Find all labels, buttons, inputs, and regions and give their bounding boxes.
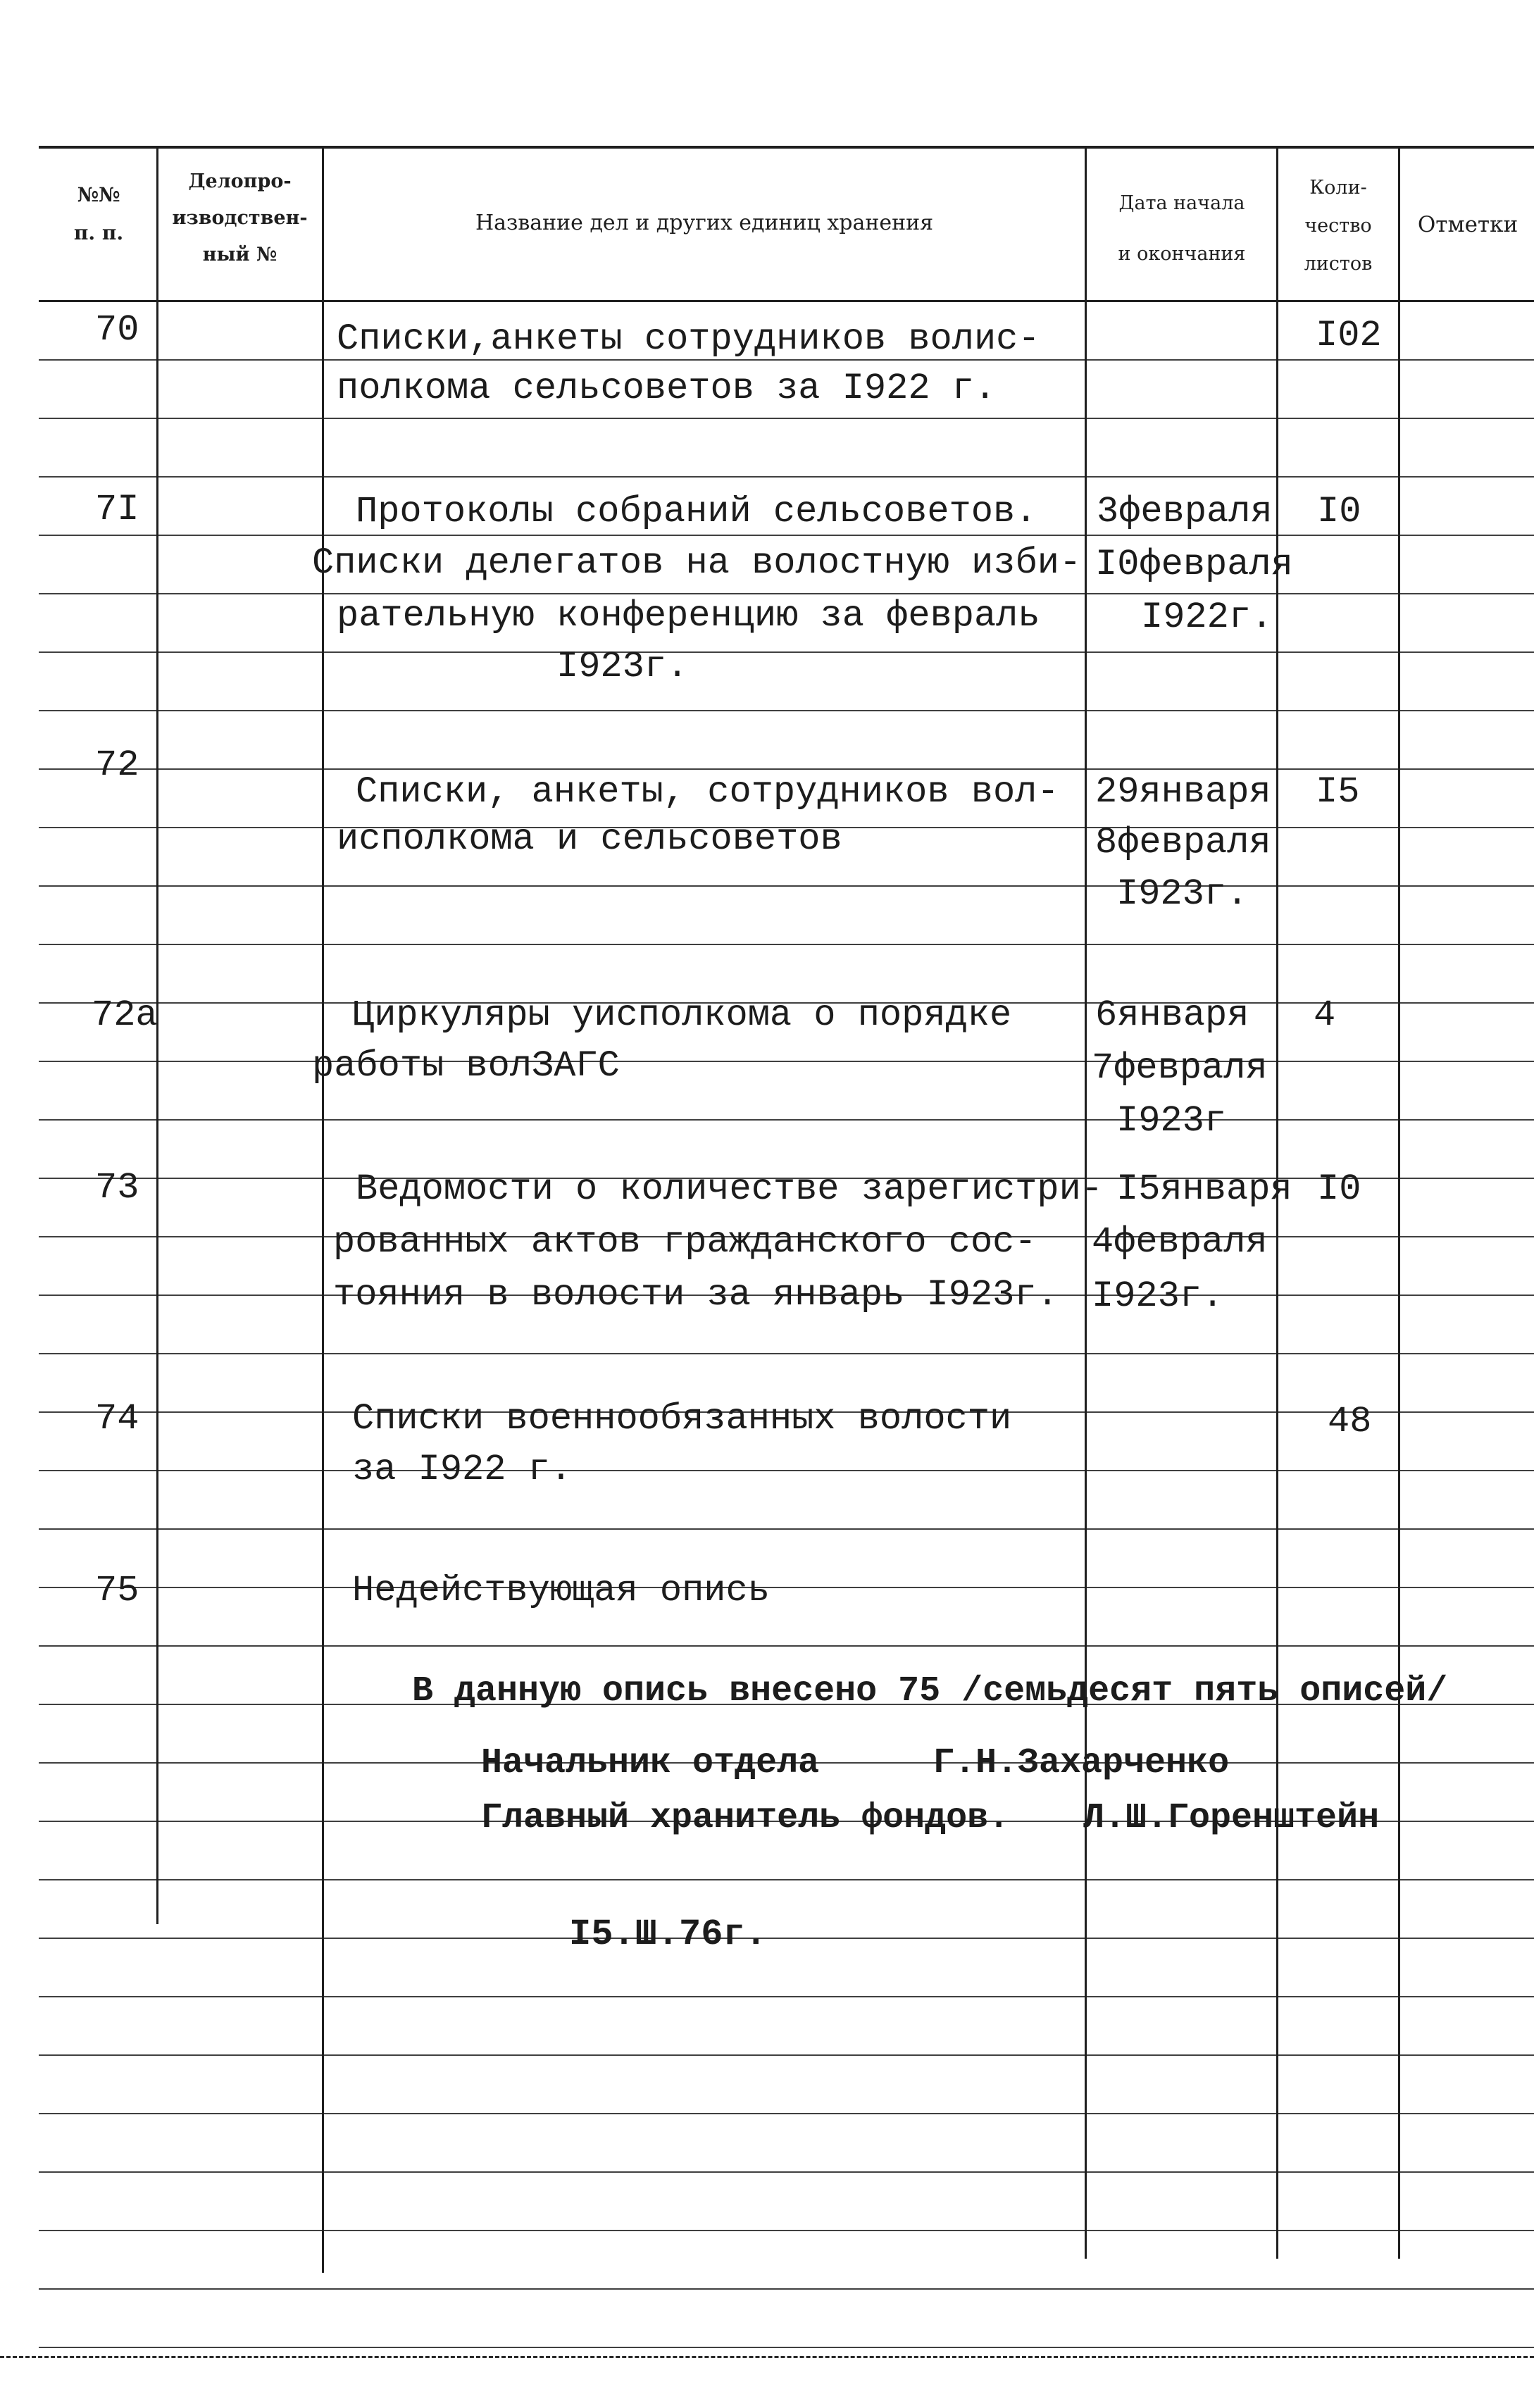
row-70-title-line-1: Списки,анкеты сотрудников волис- (337, 318, 1040, 360)
row-72-date-year: I923г. (1116, 873, 1249, 915)
signature-1-role: Начальник отдела (481, 1743, 820, 1783)
row-70-title-line-2: полкома сельсоветов за I922 г. (337, 368, 997, 409)
header-notes: Отметки (1417, 212, 1519, 237)
row-72a-title-line-1: Циркуляры уисполкома о порядке (352, 994, 1012, 1036)
ledger-rule (39, 1587, 1534, 1588)
signature-1-name: Г.Н.Захарченко (933, 1743, 1230, 1783)
row-71-date-start: 3февраля (1097, 491, 1273, 532)
row-74-sheets: 48 (1328, 1401, 1372, 1442)
ledger-rule (39, 710, 1534, 711)
row-72-sheets: I5 (1316, 771, 1360, 813)
row-72a-sheets: 4 (1314, 994, 1336, 1036)
row-73-title-line-2: рованных актов гражданского сос- (333, 1221, 1037, 1263)
col-divider-5 (1398, 146, 1400, 2259)
row-72a-number: 72а (92, 994, 158, 1036)
ledger-rule (39, 1996, 1534, 1997)
ledger-rule (39, 1528, 1534, 1530)
header-title: Название дел и других единиц хранения (475, 211, 934, 235)
ledger-rule (39, 885, 1534, 887)
row-72-date-start: 29января (1095, 771, 1271, 813)
row-70-sheets: I02 (1316, 315, 1382, 356)
row-75-number: 75 (95, 1570, 139, 1611)
row-71-date-end: I0февраля (1095, 544, 1293, 585)
header-bottom-rule (39, 300, 1534, 302)
ledger-rule (39, 1470, 1534, 1471)
page-bottom-dash (0, 2356, 1534, 2358)
row-72-date-end: 8февраля (1095, 822, 1271, 863)
ledger-rule (39, 944, 1534, 945)
row-72a-date-end: 7февраля (1092, 1047, 1268, 1089)
ledger-rule (39, 651, 1534, 653)
footer-summary: В данную опись внесено 75 /семьдесят пять описей/ (412, 1671, 1448, 1711)
row-71-number: 7I (95, 489, 139, 530)
row-73-date-start: I5января (1116, 1168, 1292, 1210)
row-73-date-year: I923г. (1092, 1275, 1224, 1317)
row-71-title-line-4: I923г. (556, 646, 689, 687)
header-office-number: Делопро- изводствен- ный № (172, 170, 308, 266)
row-70-number: 70 (95, 309, 139, 351)
row-73-number: 73 (95, 1167, 139, 1209)
ledger-rule (39, 2230, 1534, 2231)
ledger-rule (39, 1061, 1534, 1062)
ledger-rule (39, 2113, 1534, 2114)
ledger-rule (39, 2171, 1534, 2173)
ledger-rule (39, 418, 1534, 419)
header-sheets: Коли- чество листов (1304, 177, 1373, 275)
signature-2-role: Главный хранитель фондов. (481, 1798, 1010, 1838)
row-74-title-line-2: за I922 г. (352, 1449, 573, 1490)
ledger-rule (39, 2288, 1534, 2290)
ledger-rule (39, 2054, 1534, 2056)
row-71-title-line-3: рательную конференцию за февраль (337, 595, 1040, 637)
ledger-rule (39, 2347, 1534, 2348)
row-73-title-line-3: тояния в волости за январь I923г. (333, 1274, 1059, 1316)
row-73-sheets: I0 (1317, 1168, 1361, 1210)
ledger-rule (39, 1645, 1534, 1647)
row-73-date-end: 4февраля (1092, 1221, 1268, 1263)
row-71-date-year: I922г. (1141, 597, 1273, 638)
row-72-title-line-2: исполкома и сельсоветов (337, 818, 842, 860)
ledger-rule (39, 1879, 1534, 1880)
signature-2-name: Л.Ш.Горенштейн (1083, 1798, 1380, 1838)
row-73-title-line-1: Ведомости о количестве зарегистри- (356, 1168, 1103, 1210)
row-75-title-line-1: Недействующая опись (352, 1570, 770, 1611)
row-72-title-line-1: Списки, анкеты, сотрудников вол- (356, 771, 1059, 813)
header-top-rule (39, 146, 1534, 149)
row-71-title-line-1: Протоколы собраний сельсоветов. (356, 491, 1037, 532)
row-72a-date-year: I923г (1116, 1100, 1227, 1142)
row-72-number: 72 (95, 744, 139, 786)
row-74-number: 74 (95, 1398, 139, 1440)
header-num: №№ п. п. (73, 183, 124, 244)
row-74-title-line-1: Списки военнообязанных волости (352, 1398, 1012, 1440)
row-71-sheets: I0 (1317, 491, 1361, 532)
footer-date: I5.Ш.76г. (569, 1914, 767, 1955)
ledger-rule (39, 1938, 1534, 1939)
header-dates: Дата начала и окончания (1118, 192, 1246, 265)
ledger-rule (39, 1119, 1534, 1121)
row-71-title-line-2: Списки делегатов на волостную изби- (312, 542, 1082, 584)
col-divider-2 (322, 146, 324, 2273)
row-72a-title-line-2: работы волЗАГС (312, 1045, 620, 1087)
row-72a-date-start: 6января (1095, 994, 1249, 1036)
ledger-rule (39, 476, 1534, 478)
ledger-rule (39, 1353, 1534, 1354)
